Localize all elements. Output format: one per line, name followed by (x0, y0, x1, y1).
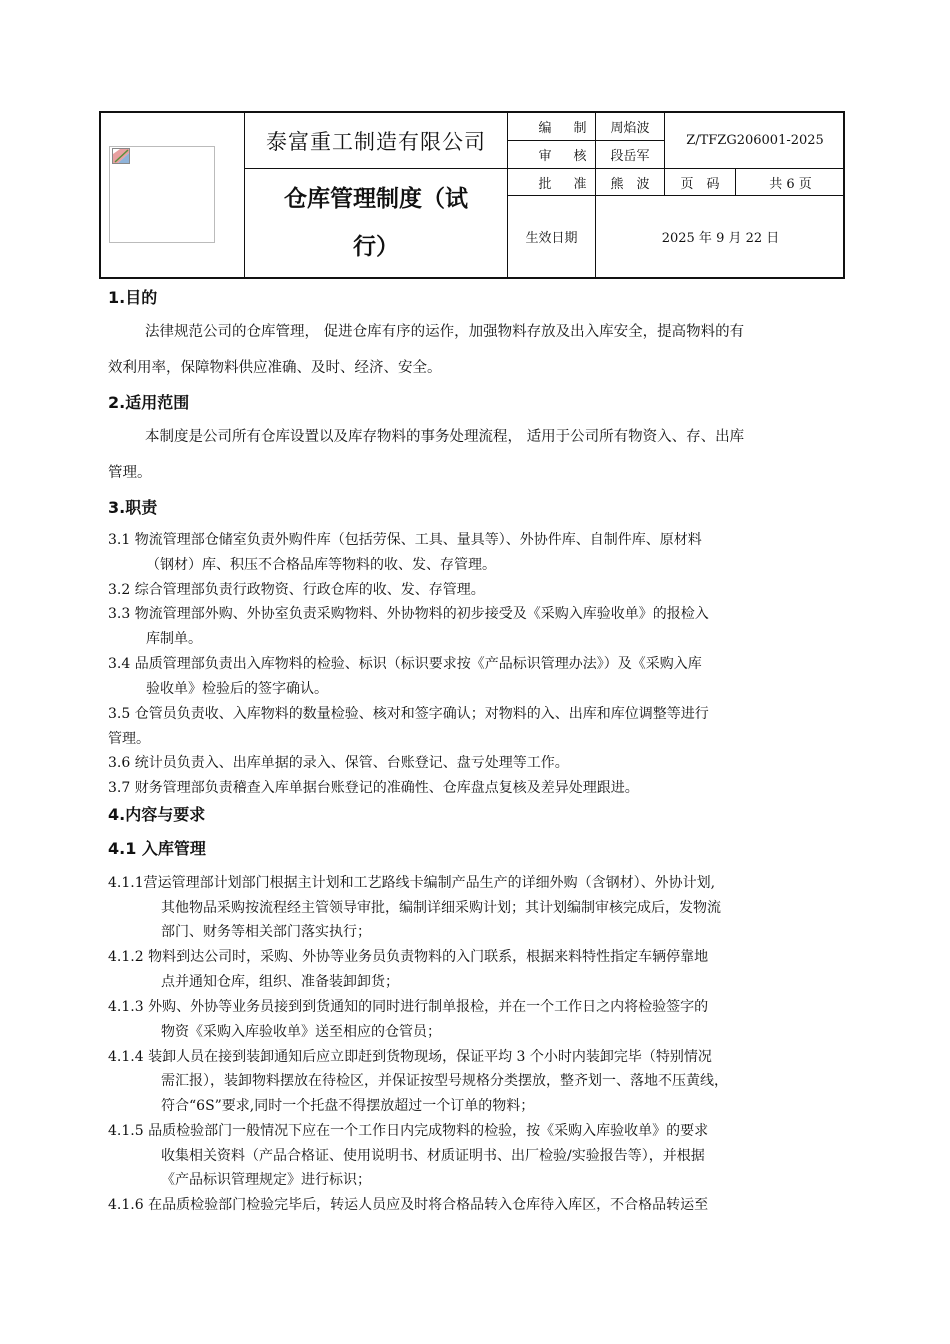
paragraph-line: 本制度是公司所有仓库设置以及库存物料的事务处理流程， 适用于公司所有物资入、存、出库 (145, 429, 745, 445)
list-item-continuation: 符合“6S”要求,同时一个托盘不得摆放超过一个订单的物料； (161, 1098, 535, 1114)
document-title (245, 169, 507, 277)
list-item: 3.7 财务管理部负责稽查入库单据台账登记的准确性、仓库盘点复核及差异处理跟进。 (108, 780, 639, 796)
section-heading: 4.内容与要求 (108, 805, 206, 824)
list-item-continuation: 物资《采购入库验收单》送至相应的仓管员； (161, 1024, 441, 1040)
approval-label-prepared: 编制 (538, 121, 609, 136)
document-header-table (99, 111, 845, 279)
document-title-line1: 仓库管理制度（试 (284, 186, 468, 212)
approval-label-approved: 批准 (538, 176, 609, 192)
broken-image-icon (112, 148, 130, 164)
section-heading: 1.目的 (108, 288, 158, 307)
approval-value-reviewed: 段岳军 (610, 149, 650, 164)
list-item-continuation: 《产品标识管理规定》进行标识； (161, 1172, 371, 1188)
list-item: 3.6 统计员负责入、出库单据的录入、保管、台账登记、盘亏处理等工作。 (108, 755, 569, 771)
list-item: 4.1.1营运管理部计划部门根据主计划和工艺路线卡编制产品生产的详细外购（含钢材）、外协计划, (108, 875, 716, 891)
list-item: 4.1.2 物料到达公司时，采购、外协等业务员负责物料的入门联系，根据来料特性指定车辆停靠地 (108, 949, 709, 965)
list-item: 4.1.6 在品质检验部门检验完毕后，转运人员应及时将合格品转入仓库待入库区，不合格品转运至 (108, 1197, 709, 1213)
list-item: 3.4 品质管理部负责出入库物料的检验、标识（标识要求按《产品标识管理办法》）及《采购入库 (108, 656, 702, 672)
paragraph-line: 法律规范公司的仓库管理， 促进仓库有序的运作，加强物料存放及出入库安全，提高物料的有 (145, 324, 745, 340)
effective-date-label: 生效日期 (525, 231, 578, 246)
effective-date-value: 2025 年 9 月 22 日 (661, 231, 780, 246)
list-item-continuation: 部门、财务等相关部门落实执行； (161, 924, 371, 940)
list-item-continuation: 收集相关资料（产品合格证、使用说明书、材质证明书、出厂检验/实验报告等），并根据 (161, 1148, 705, 1164)
list-item: 3.1 物流管理部仓储室负责外购件库（包括劳保、工具、量具等）、外协件库、自制件库、原材料 (108, 532, 702, 548)
page-label: 页 码 (680, 176, 720, 192)
company-logo (109, 146, 215, 243)
list-item-continuation: 管理。 (108, 731, 150, 747)
list-item: 3.3 物流管理部外购、外协室负责采购物料、外协物料的初步接受及《采购入库验收单》的报检入 (108, 606, 709, 622)
approval-label-reviewed: 审核 (538, 149, 609, 164)
list-item-continuation: 其他物品采购按流程经主管领导审批，编制详细采购计划；其计划编制审核完成后，发物流 (161, 900, 721, 916)
page-total: 共 6 页 (769, 176, 812, 192)
document-number: Z/TFZG206001-2025 (686, 133, 824, 148)
list-item: 4.1.3 外购、外协等业务员接到到货通知的同时进行制单报检，并在一个工作日之内将检验签字的 (108, 999, 709, 1015)
approval-value-approved: 熊 波 (610, 176, 650, 192)
paragraph-line: 效利用率，保障物料供应准确、及时、经济、安全。 (108, 360, 442, 376)
list-item-continuation: 点并通知仓库，组织、准备装卸卸货； (161, 974, 399, 990)
list-item-continuation: 验收单》检验后的签字确认。 (146, 681, 328, 697)
list-item: 4.1.4 装卸人员在接到装卸通知后应立即赶到货物现场，保证平均 3 个小时内装卸完毕（特别情况 (108, 1049, 712, 1065)
section-heading: 3.职责 (108, 498, 158, 517)
document-title-line2: 行） (353, 234, 399, 260)
list-item: 4.1.5 品质检验部门一般情况下应在一个工作日内完成物料的检验，按《采购入库验收单》的要求 (108, 1123, 709, 1139)
approval-value-prepared: 周焰波 (610, 121, 650, 136)
section-heading: 2.适用范围 (108, 393, 190, 412)
list-item: 3.2 综合管理部负责行政物资、行政仓库的收、发、存管理。 (108, 582, 485, 598)
list-item-continuation: 库制单。 (146, 631, 202, 647)
list-item-continuation: 需汇报），装卸物料摆放在待检区，并保证按型号规格分类摆放，整齐划一、落地不压黄线， (161, 1073, 728, 1089)
list-item: 3.5 仓管员负责收、入库物料的数量检验、核对和签字确认；对物料的入、出库和库位调整等进行 (108, 706, 709, 722)
paragraph-line: 管理。 (108, 465, 152, 481)
subsection-heading: 4.1 入库管理 (108, 839, 206, 858)
list-item-continuation: （钢材）库、积压不合格品库等物料的收、发、存管理。 (146, 557, 496, 573)
company-name: 泰富重工制造有限公司 (266, 129, 486, 154)
